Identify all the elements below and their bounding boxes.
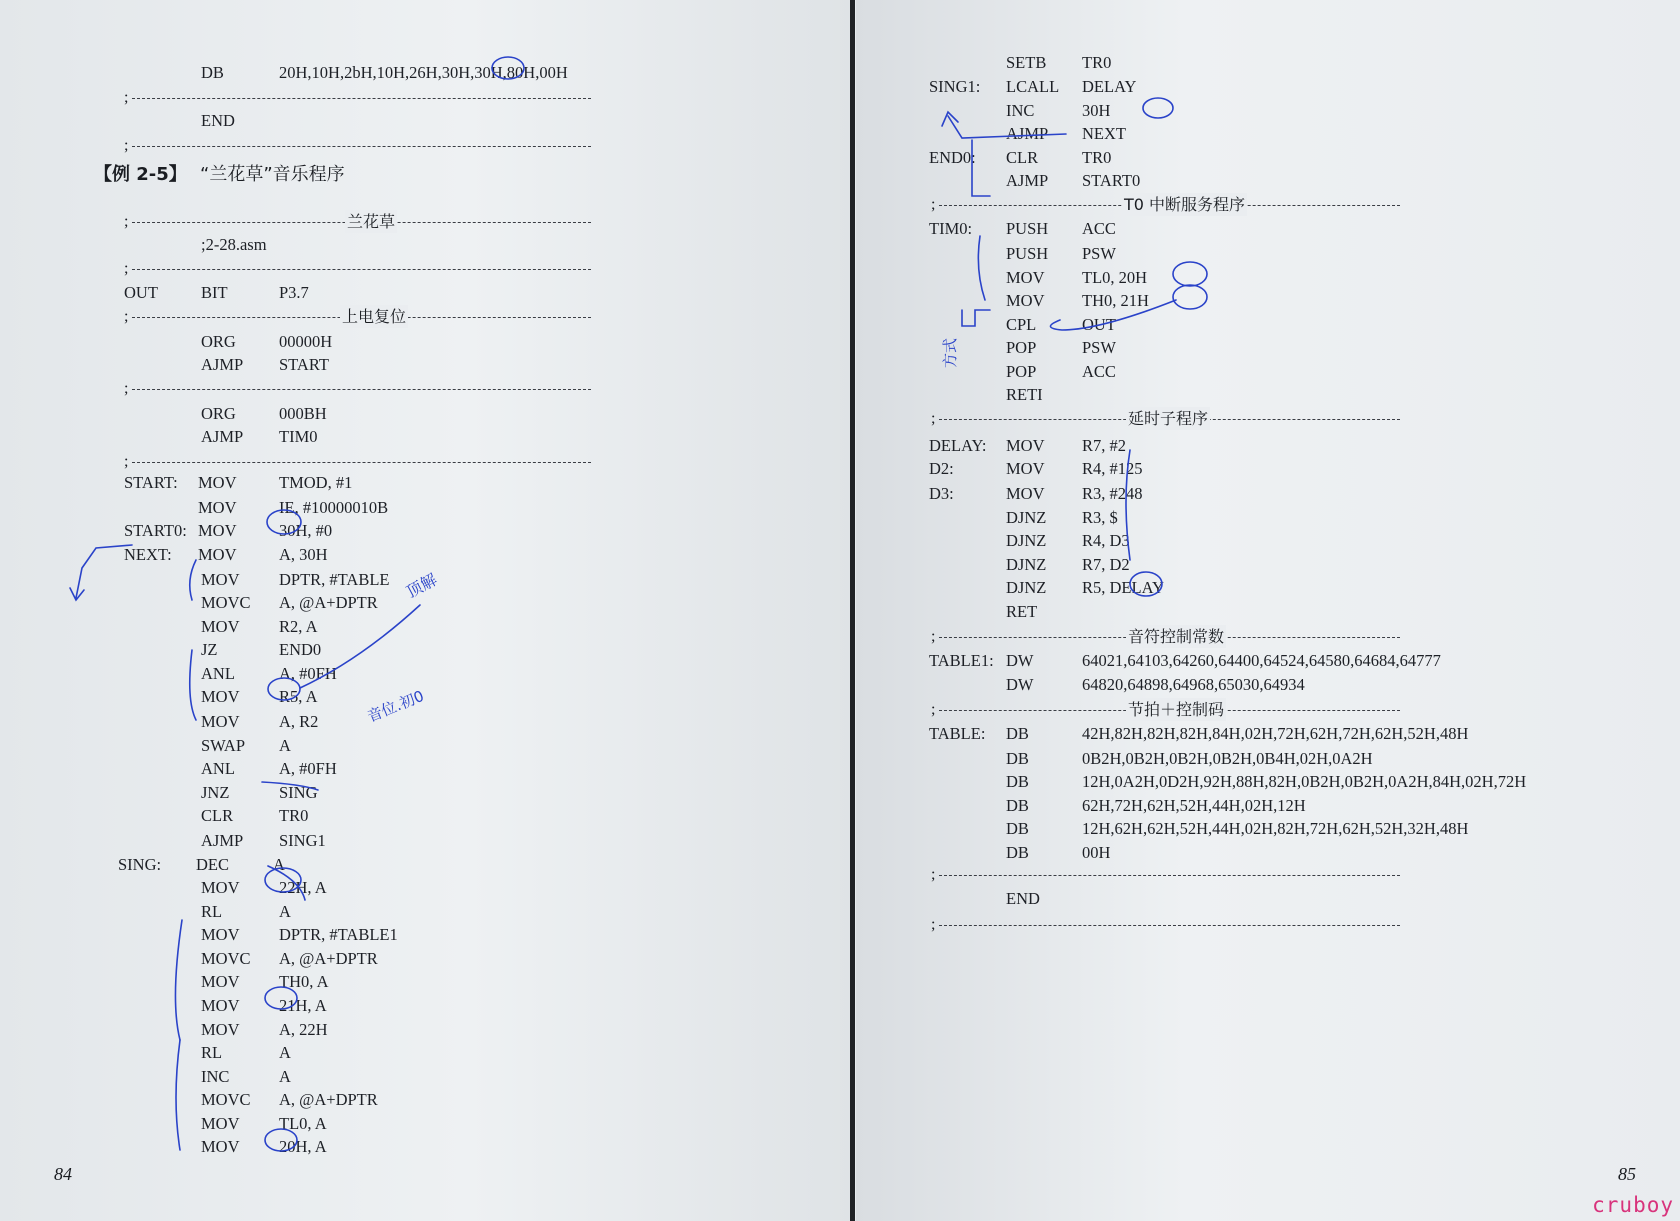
code-line [0, 402, 852, 425]
code-line [0, 947, 852, 970]
code-arg: 12H,0A2H,0D2H,92H,88H,82H,0B2H,0B2H,0A2H,84H,02H,72H [1082, 772, 1527, 791]
dashed-rule [132, 146, 591, 147]
code-line [0, 233, 852, 256]
code-line [0, 496, 852, 519]
example-title: 【例 2-5】 [94, 164, 187, 185]
code-line [0, 471, 852, 494]
code-op: DJNZ [1006, 555, 1047, 574]
code-op: AJMP [201, 427, 244, 446]
code-line [0, 568, 852, 591]
code-line [856, 146, 1680, 169]
code-line [856, 457, 1680, 480]
code-op: BIT [201, 283, 228, 302]
code-op: DB [1006, 724, 1029, 743]
code-line [856, 99, 1680, 122]
code-arg: R3, #248 [1082, 484, 1143, 503]
code-op: AJMP [1006, 124, 1049, 143]
code-arg: 21H, A [279, 996, 327, 1015]
code-arg: 64021,64103,64260,64400,64524,64580,64684,64777 [1082, 651, 1441, 670]
section-title: 节拍＋控制码 [1128, 700, 1225, 719]
code-arg: DPTR, #TABLE1 [279, 925, 398, 944]
code-line [0, 1018, 852, 1041]
comment-semicolon: ; [124, 137, 129, 154]
section-title: 兰花草 [347, 212, 396, 231]
code-arg: 0B2H,0B2H,0B2H,0B2H,0B4H,02H,0A2H [1082, 749, 1373, 768]
code-arg: R3, $ [1082, 508, 1118, 527]
code-op: MOV [198, 545, 237, 564]
code-line [856, 506, 1680, 529]
code-label: SING1: [929, 77, 981, 96]
code-line [856, 794, 1680, 817]
code-op: RETI [1006, 385, 1043, 404]
code-op: DEC [196, 855, 229, 874]
comment-semicolon: ; [931, 866, 936, 883]
code-line [856, 770, 1680, 793]
code-op: CLR [201, 806, 234, 825]
code-line [0, 853, 852, 876]
code-op: MOV [198, 473, 237, 492]
code-line [856, 313, 1680, 336]
code-arg: TMOD, #1 [279, 473, 353, 492]
code-line [856, 553, 1680, 576]
code-op: MOV [198, 498, 237, 517]
code-arg: R7, D2 [1082, 555, 1130, 574]
code-op: ORG [201, 404, 236, 423]
code-op: SETB [1006, 53, 1047, 72]
example-name: “兰花草”音乐程序 [200, 164, 345, 185]
code-op: DB [1006, 772, 1029, 791]
code-line [0, 519, 852, 542]
code-arg: 12H,62H,62H,52H,44H,02H,82H,72H,62H,52H,32H,48H [1082, 819, 1469, 838]
code-label: START0: [124, 521, 187, 540]
code-line [856, 817, 1680, 840]
code-line [856, 576, 1680, 599]
code-label: SING: [118, 855, 162, 874]
code-arg: A [279, 736, 291, 755]
code-line [0, 734, 852, 757]
handwritten-note: 顶解 [402, 569, 441, 602]
code-op: POP [1006, 338, 1037, 357]
dashed-rule [939, 925, 1400, 926]
comment-semicolon: ; [931, 701, 936, 718]
code-line [856, 51, 1680, 74]
code-op: LCALL [1006, 77, 1060, 96]
code-op: MOV [1006, 459, 1045, 478]
code-op: DW [1006, 675, 1034, 694]
code-op: POP [1006, 362, 1037, 381]
comment-separator [124, 134, 591, 157]
code-arg: R7, #2 [1082, 436, 1127, 455]
watermark: cruboy [1592, 1193, 1674, 1217]
code-arg: TL0, A [279, 1114, 327, 1133]
code-line [0, 804, 852, 827]
code-arg: R4, #125 [1082, 459, 1143, 478]
code-op: DJNZ [1006, 508, 1047, 527]
code-op: DB [1006, 749, 1029, 768]
code-arg: 22H, A [279, 878, 327, 897]
handwritten-note: 方式 [941, 337, 959, 368]
code-line [856, 434, 1680, 457]
code-line [856, 383, 1680, 406]
code-op: MOV [201, 617, 240, 636]
code-op: MOVC [201, 949, 251, 968]
code-op: MOVC [201, 593, 251, 612]
code-arg: 42H,82H,82H,82H,84H,02H,72H,62H,72H,62H,52H,48H [1082, 724, 1469, 743]
code-op: MOV [201, 1020, 240, 1039]
comment-semicolon: ; [124, 380, 129, 397]
code-line [856, 747, 1680, 770]
comment-separator [124, 305, 591, 328]
comment-semicolon: ; [124, 260, 129, 277]
code-arg: A [279, 1067, 291, 1086]
comment-separator [931, 193, 1400, 216]
code-op: JNZ [201, 783, 230, 802]
code-arg: 00000H [279, 332, 333, 351]
code-label: OUT [124, 283, 158, 302]
code-line [0, 876, 852, 899]
page-number-right: 85 [1618, 1164, 1636, 1184]
code-arg: A, #0FH [279, 664, 337, 683]
code-label: DELAY: [929, 436, 987, 455]
comment-separator [931, 625, 1400, 648]
comment-separator [931, 407, 1400, 430]
code-arg: NEXT [1082, 124, 1126, 143]
code-op: RL [201, 902, 223, 921]
code-arg: START [279, 355, 329, 374]
code-arg: A, @A+DPTR [279, 1090, 378, 1109]
code-label: START: [124, 473, 178, 492]
comment-separator [931, 863, 1400, 886]
comment-semicolon: ; [124, 453, 129, 470]
code-line [0, 1135, 852, 1158]
comment-separator [124, 86, 591, 109]
code-line [0, 1112, 852, 1135]
code-line [0, 638, 852, 661]
code-line [0, 923, 852, 946]
code-line [856, 75, 1680, 98]
code-op: END [1006, 889, 1040, 908]
dashed-rule [132, 269, 591, 270]
code-op: MOV [198, 521, 237, 540]
code-line [856, 289, 1680, 312]
code-line [856, 217, 1680, 240]
code-op: MOV [1006, 484, 1045, 503]
code-line [0, 685, 852, 708]
code-line [0, 829, 852, 852]
code-arg: A, @A+DPTR [279, 949, 378, 968]
code-op: DB [201, 63, 224, 82]
section-title: 音符控制常数 [1128, 627, 1225, 646]
code-line [856, 360, 1680, 383]
code-op: MOV [1006, 268, 1045, 287]
code-op: DW [1006, 651, 1034, 670]
code-op: MOV [201, 687, 240, 706]
code-arg: R2, A [279, 617, 318, 636]
code-arg: 30H [1082, 101, 1111, 120]
code-arg: R5, DELAY [1082, 578, 1164, 597]
code-label: NEXT: [124, 545, 172, 564]
dashed-rule [132, 462, 591, 463]
code-label: TABLE: [929, 724, 986, 743]
section-title: 上电复位 [342, 307, 407, 326]
code-arg: DELAY [1082, 77, 1137, 96]
code-op: RET [1006, 602, 1038, 621]
code-op: PUSH [1006, 219, 1049, 238]
code-arg: PSW [1082, 244, 1116, 263]
code-line [0, 591, 852, 614]
dashed-rule [939, 875, 1400, 876]
code-line [0, 994, 852, 1017]
code-op: MOVC [201, 1090, 251, 1109]
code-op: AJMP [1006, 171, 1049, 190]
comment-semicolon: ; [931, 916, 936, 933]
code-arg: R4, D3 [1082, 531, 1130, 550]
code-op: JZ [201, 640, 218, 659]
code-arg: A [279, 902, 291, 921]
code-op: INC [1006, 101, 1035, 120]
comment-separator [931, 913, 1400, 936]
comment-semicolon: ; [124, 89, 129, 106]
code-line [856, 887, 1680, 910]
code-line [0, 353, 852, 376]
comment-semicolon: ; [931, 196, 936, 213]
code-line [856, 722, 1680, 745]
code-op: AJMP [201, 355, 244, 374]
code-line [0, 61, 852, 84]
code-line [0, 1088, 852, 1111]
code-op: END [201, 111, 235, 130]
handwritten-note: 音位.初0 [364, 686, 427, 726]
code-op: MOV [201, 878, 240, 897]
code-label: D2: [929, 459, 954, 478]
dashed-rule [132, 98, 591, 99]
code-line [856, 266, 1680, 289]
code-arg: TR0 [1082, 148, 1112, 167]
code-line [856, 242, 1680, 265]
code-op: PUSH [1006, 244, 1049, 263]
code-label: TIM0: [929, 219, 973, 238]
comment-semicolon: ; [931, 410, 936, 427]
code-label: TABLE1: [929, 651, 994, 670]
code-arg: 62H,72H,62H,52H,44H,02H,12H [1082, 796, 1306, 815]
code-line [0, 109, 852, 132]
code-arg: START0 [1082, 171, 1141, 190]
code-op: MOV [201, 570, 240, 589]
code-line [0, 662, 852, 685]
code-arg: ACC [1082, 219, 1116, 238]
code-op: RL [201, 1043, 223, 1062]
code-arg: A [273, 855, 285, 874]
code-op: AJMP [201, 831, 244, 850]
code-arg: DPTR, #TABLE [279, 570, 390, 589]
code-label: D3: [929, 484, 954, 503]
code-arg: OUT [1082, 315, 1116, 334]
code-op: MOV [201, 1114, 240, 1133]
code-op: MOV [1006, 436, 1045, 455]
code-op: MOV [201, 1137, 240, 1156]
code-op: CLR [1006, 148, 1039, 167]
comment-separator [931, 698, 1400, 721]
code-line [856, 841, 1680, 864]
code-line [856, 482, 1680, 505]
code-arg: 20H, A [279, 1137, 327, 1156]
code-arg: ACC [1082, 362, 1116, 381]
code-arg: TH0, A [279, 972, 329, 991]
code-line [0, 757, 852, 780]
right-page [856, 0, 1680, 1221]
code-line [0, 1065, 852, 1088]
code-op: DB [1006, 843, 1029, 862]
code-line [0, 330, 852, 353]
code-line [0, 970, 852, 993]
code-arg: 20H,10H,2bH,10H,26H,30H,30H,80H,00H [279, 63, 568, 82]
comment-separator [124, 450, 591, 473]
code-op: ;2-28.asm [201, 235, 267, 254]
code-op: DJNZ [1006, 578, 1047, 597]
code-arg: SING1 [279, 831, 326, 850]
code-line [0, 281, 852, 304]
code-op: CPL [1006, 315, 1037, 334]
code-line [856, 673, 1680, 696]
code-arg: A, 22H [279, 1020, 328, 1039]
code-arg: PSW [1082, 338, 1116, 357]
code-op: MOV [201, 712, 240, 731]
code-arg: TH0, 21H [1082, 291, 1149, 310]
code-op: ANL [201, 759, 235, 778]
comment-semicolon: ; [124, 308, 129, 325]
code-arg: TIM0 [279, 427, 318, 446]
code-arg: 00H [1082, 843, 1111, 862]
code-line [0, 1041, 852, 1064]
comment-separator [124, 377, 591, 400]
code-arg: END0 [279, 640, 322, 659]
section-title: T0 中断服务程序 [1124, 195, 1246, 214]
dashed-rule [132, 389, 591, 390]
code-op: SWAP [201, 736, 246, 755]
code-arg: 30H, #0 [279, 521, 333, 540]
page-number-left: 84 [54, 1164, 72, 1184]
code-line [856, 336, 1680, 359]
code-line [0, 900, 852, 923]
code-op: MOV [201, 925, 240, 944]
code-arg: 000BH [279, 404, 327, 423]
code-arg: SING [279, 783, 318, 802]
code-line [856, 169, 1680, 192]
code-arg: R5, A [279, 687, 318, 706]
code-arg: TL0, 20H [1082, 268, 1148, 287]
code-op: ORG [201, 332, 236, 351]
code-line [856, 649, 1680, 672]
book-gutter [850, 0, 855, 1221]
code-arg: TR0 [279, 806, 309, 825]
code-op: MOV [1006, 291, 1045, 310]
code-op: INC [201, 1067, 230, 1086]
code-op: DJNZ [1006, 531, 1047, 550]
code-arg: IE, #10000010B [279, 498, 389, 517]
code-line [856, 122, 1680, 145]
code-line [0, 710, 852, 733]
code-op: MOV [201, 996, 240, 1015]
code-line [0, 781, 852, 804]
comment-semicolon: ; [124, 213, 129, 230]
code-op: DB [1006, 796, 1029, 815]
code-line [856, 529, 1680, 552]
code-arg: A, #0FH [279, 759, 337, 778]
code-op: MOV [201, 972, 240, 991]
code-op: DB [1006, 819, 1029, 838]
comment-separator [124, 210, 591, 233]
code-line [0, 615, 852, 638]
code-arg: TR0 [1082, 53, 1112, 72]
comment-semicolon: ; [931, 628, 936, 645]
code-arg: 64820,64898,64968,65030,64934 [1082, 675, 1305, 694]
code-arg: A, R2 [279, 712, 319, 731]
code-op: ANL [201, 664, 235, 683]
code-arg: A, 30H [279, 545, 328, 564]
code-line [856, 600, 1680, 623]
code-line [0, 543, 852, 566]
section-title: 延时子程序 [1128, 409, 1209, 428]
comment-separator [124, 257, 591, 280]
code-arg: P3.7 [279, 283, 309, 302]
code-arg: A, @A+DPTR [279, 593, 378, 612]
code-label: END0: [929, 148, 976, 167]
code-line [0, 425, 852, 448]
code-arg: A [279, 1043, 291, 1062]
